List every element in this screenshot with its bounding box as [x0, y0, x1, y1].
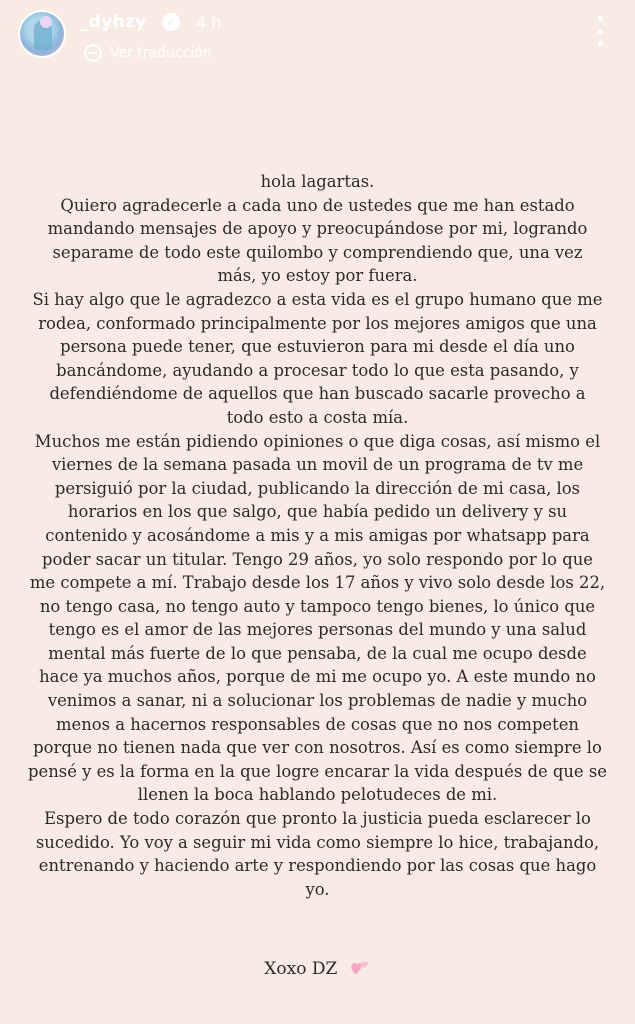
story-header [0, 0, 635, 70]
signature-line [0, 956, 635, 979]
avatar-figure-head [40, 16, 52, 28]
signature-text: Xoxo DZ [264, 959, 338, 979]
avatar[interactable] [18, 10, 66, 58]
username[interactable]: _dyhzy [80, 12, 147, 32]
translate-label: Ver traducción [110, 45, 212, 61]
more-dot [598, 41, 603, 46]
more-dot [598, 29, 603, 34]
post-time: 4 h [196, 13, 222, 32]
two-hearts-icon [349, 956, 371, 978]
more-dot [598, 16, 603, 21]
translate-globe-icon [84, 44, 102, 62]
more-vertical-icon[interactable] [595, 16, 605, 46]
verified-check-icon: ✓ [162, 13, 180, 31]
translate-button[interactable] [84, 42, 212, 64]
story-body-text: hola lagartas. Quiero agradecerle a cada uno de ustedes que me han estado mandando mensajes de apoyo y preocupándose por mi, logrando separame de todo este quilombo y comprendiendo que, una vez más, yo estoy por fuera. Si hay algo que le agradezco a esta vida es el grupo humano que me rodea, conformado principalmente por los mejores amigos que una persona puede tener, que estuvieron para mi desde el día uno bancándome, ayudando a procesar todo lo que esta pasando, y defendiéndome de aquellos que han buscado sacarle provecho a todo esto a costa mía. Muchos me están pidiendo opiniones o que diga cosas, así mismo el viernes de la semana pasada un movil de un programa de tv me persiguió por la ciudad, publicando la dirección de mi casa, los horarios en los que salgo, que había pedido un delivery y su contenido y acosándome a mis y a mis amigas por whatsapp para poder sacar un titular. Tengo 29 años, yo solo respondo por lo que me compete a mí. Trabajo desde los 17 años y vivo solo desde los 22, no tengo casa, no tengo auto y tampoco tengo bienes, lo único que tengo es el amor de las mejores personas del mundo y una salud mental más fuerte de lo que pensaba, de la cual me ocupo desde hace ya muchos años, porque de mi me ocupo yo. A este mundo no venimos a sanar, ni a solucionar los problemas de nadie y mucho menos a hacernos responsables de cosas que no nos competen porque no tienen nada que ver con nosotros. Así es como siempre lo pensé y es la forma en la que logre encarar la vida después de que se llenen la boca hablando pelotudeces de mi. Espero de todo corazón que pronto la justicia pueda esclarecer lo sucedido. Yo voy a seguir mi vida como siempre lo hice, trabajando, entrenando y haciendo arte y respondiendo por las cosas que hago yo. [28, 172, 607, 899]
